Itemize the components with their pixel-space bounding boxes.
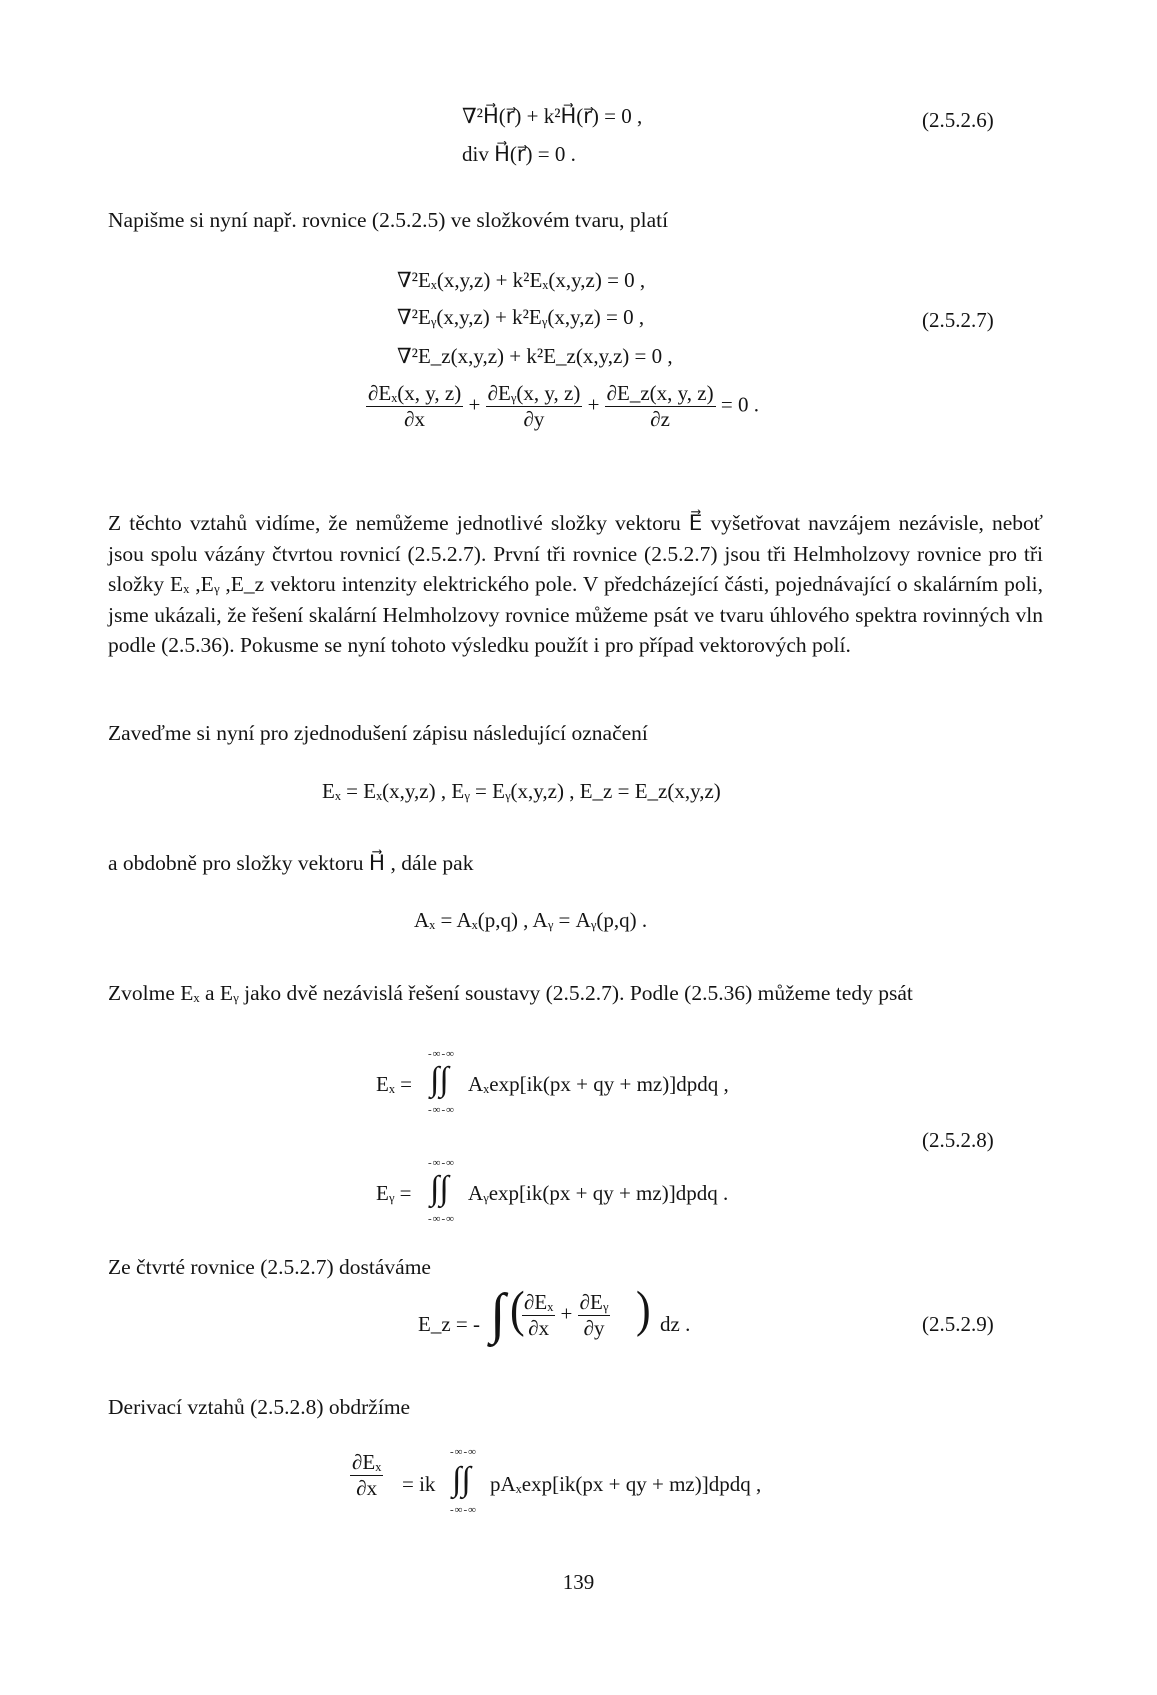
eq-2527-line2: ∇²Eᵧ(x,y,z) + k²Eᵧ(x,y,z) = 0 , (397, 305, 645, 329)
eq-number-2528: (2.5.2.8) (922, 1128, 994, 1152)
fraction-denominator: ∂x (350, 1475, 383, 1501)
equals-zero: = 0 . (720, 392, 759, 417)
left-parenthesis: ( (510, 1281, 525, 1338)
page-number: 139 (562, 1570, 595, 1594)
integral-upper-limit: -∞-∞ (428, 1157, 456, 1169)
plus-sign: + (560, 1301, 573, 1326)
fraction-numerator: ∂E_z(x, y, z) (606, 381, 714, 405)
paragraph-7: Derivací vztahů (2.5.2.8) obdržíme (108, 1395, 411, 1419)
eq-2529-lhs: E_z = - (418, 1312, 480, 1336)
integral-lower-limit: -∞-∞ (450, 1504, 478, 1516)
fraction-denominator: ∂z (605, 406, 716, 432)
fraction-dez-dz (605, 381, 716, 432)
paragraph-1: Napišme si nyní např. rovnice (2.5.2.5) ve složkovém tvaru, platí (108, 208, 669, 232)
fraction-dex-dx (350, 1450, 383, 1501)
eq-number-2527: (2.5.2.7) (922, 308, 994, 332)
integral-upper-limit: -∞-∞ (450, 1446, 478, 1458)
fraction-denominator: ∂x (366, 406, 463, 432)
fraction-denominator: ∂y (486, 406, 583, 432)
eq-number-2529: (2.5.2.9) (922, 1312, 994, 1336)
eq-deriv-fraction (350, 1450, 383, 1501)
paragraph-2: Z těchto vztahů vidíme, že nemůžeme jednotlivé složky vektoru E⃗ vyšetřovat navzájem nezávisle, neboť jsou spolu vázány čtvrtou rovnicí (2.5.2.7). První tři rovnice (2.5.2.7) jsou tři Helmholzovy rovnice pro tři složky Eₓ ,Eᵧ ,E_z vektoru intenzity elektrického pole. V předcházející části, pojednávající o skalárním poli, jsme ukázali, že řešení skalární Helmholzovy rovnice můžeme psát ve tvaru úhlového spektra rovinných vln podle (2.5.36). Pokusme se nyní tohoto výsledku použít i pro případ vektorových polí. (108, 511, 1043, 657)
double-integral-symbol: ∫∫ (452, 1461, 471, 1498)
paragraph-5: Zvolme Eₓ a Eᵧ jako dvě nezávislá řešení soustavy (2.5.2.7). Podle (2.5.36) můžeme tedy psát (108, 981, 913, 1005)
eq-2527-line1: ∇²Eₓ(x,y,z) + k²Eₓ(x,y,z) = 0 , (397, 268, 646, 292)
eq-deriv-mid: = ik (402, 1472, 436, 1496)
fraction-dex-dx (366, 381, 463, 432)
eq-2528-ex-body: Aₓexp[ik(px + qy + mz)]dpdq , (468, 1072, 729, 1096)
integral-symbol: ∫ (490, 1283, 506, 1345)
eq-2528-ey-lhs: Eᵧ = (376, 1181, 412, 1205)
eq-2526-line2: div H⃗(r⃗) = 0 . (462, 142, 576, 166)
fraction-denominator: ∂y (578, 1315, 611, 1341)
right-parenthesis: ) (636, 1281, 651, 1338)
eq-2528-ex-lhs: Eₓ = (376, 1072, 413, 1096)
fraction-dey-dy (486, 381, 583, 432)
eq-deriv-body: pAₓexp[ik(px + qy + mz)]dpdq , (490, 1472, 762, 1496)
eq-2529-fractions (522, 1290, 610, 1341)
eq-2527-line3: ∇²E_z(x,y,z) + k²E_z(x,y,z) = 0 , (397, 344, 673, 368)
paragraph-3: Zaveďme si nyní pro zjednodušení zápisu následující označení (108, 721, 648, 745)
plus-sign: + (468, 392, 481, 417)
paragraph-6: Ze čtvrté rovnice (2.5.2.7) dostáváme (108, 1255, 431, 1279)
fraction-numerator: ∂Eₓ(x, y, z) (368, 381, 462, 405)
eq-2528-ey-body: Aᵧexp[ik(px + qy + mz)]dpdq . (468, 1181, 729, 1205)
eq-notation-a: Aₓ = Aₓ(p,q) , Aᵧ = Aᵧ(p,q) . (414, 908, 648, 932)
fraction-dex-dx (522, 1290, 555, 1341)
eq-number-2526: (2.5.2.6) (922, 108, 994, 132)
integral-lower-limit: -∞-∞ (428, 1104, 456, 1116)
double-integral-symbol: ∫∫ (430, 1170, 449, 1207)
eq-2526-line1: ∇²H⃗(r⃗) + k²H⃗(r⃗) = 0 , (462, 104, 643, 128)
eq-2527-divergence (366, 381, 759, 432)
fraction-denominator: ∂x (522, 1315, 555, 1341)
plus-sign: + (587, 392, 600, 417)
integral-lower-limit: -∞-∞ (428, 1213, 456, 1225)
fraction-numerator: ∂Eₓ (524, 1290, 554, 1314)
fraction-numerator: ∂Eᵧ (579, 1290, 609, 1314)
paragraph-4: a obdobně pro složky vektoru H⃗ , dále pak (108, 851, 474, 875)
fraction-numerator: ∂Eₓ (352, 1450, 382, 1474)
fraction-dey-dy (578, 1290, 611, 1341)
eq-2529-tail: dz . (660, 1312, 691, 1336)
double-integral-symbol: ∫∫ (430, 1061, 449, 1098)
fraction-numerator: ∂Eᵧ(x, y, z) (487, 381, 581, 405)
integral-upper-limit: -∞-∞ (428, 1048, 456, 1060)
eq-notation-e: Eₓ = Eₓ(x,y,z) , Eᵧ = Eᵧ(x,y,z) , E_z = E_z(x,y,z) (322, 779, 721, 803)
